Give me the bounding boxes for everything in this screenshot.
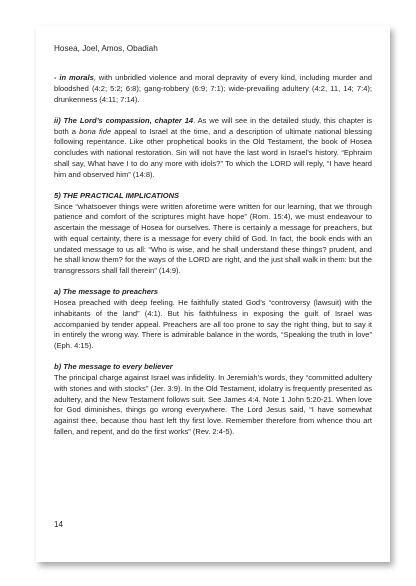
morals-paragraph [54, 73, 372, 105]
compassion-lead: ii) The Lord’s compassion, chapter 14 [54, 115, 194, 125]
running-head: Hosea, Joel, Amos, Obadiah [54, 44, 158, 53]
compassion-text-2: appeal to Israel at the time, and a description of ultimate national blessing following repentance. Like other prophetical books in the Old Testament, the book of Hosea concludes with national restoration. Sin will not have the last word in Israel’s history. “Ephraim shall say, What have I to do any more with idols?” To which the LORD will reply, “I have heard him and observed him” (14:8). [54, 126, 372, 179]
compassion-text-1: . As we will see in the detailed study, this chapter is both a [54, 115, 373, 136]
preachers-section [54, 287, 372, 352]
implications-heading: 5) THE PRACTICAL IMPLICATIONS [54, 190, 180, 200]
believer-heading: b) The message to every believer [54, 362, 173, 372]
implications-section [54, 191, 372, 277]
implications-text: Since “whatsoever things were written aforetime were written for our learning, that we through patience and comfort of the scriptures might have hope” (Rom. 15:4), we must endeavour to ascertain the message of Hosea for ourselves. There is certainly a message for preachers, but with equal certainty, there is a message for every child of God. In fact, the book ends with an undated message to us all: “Who is wise, and he shall understand these things? prudent, and he shall know them? for the ways of the LORD are right, and the just shall walk in them: but the transgressors shall fall therein” (14:9). [54, 201, 372, 275]
morals-lead: - in morals [54, 73, 94, 82]
preachers-heading: a) The message to preachers [54, 287, 159, 297]
compassion-paragraph [54, 116, 372, 181]
page-body [54, 73, 372, 448]
believer-section [54, 362, 372, 437]
page-number: 14 [54, 520, 63, 529]
preachers-text: Hosea preached with deep feeling. He faithfully stated God’s “controversy (lawsuit) with the inhabitants of the land” (4:1). But his faithfulness in exposing the guilt of Israel was accompanied by tender appeal. Preachers are all too prone to say the right thing, but to say it in entirely the wrong way. There is admirable balance in the words, “Speaking the truth in love” (Eph. 4:15). [54, 298, 372, 350]
morals-text: , with unbridled violence and moral depravity of every kind, including murder and bloodshed (4:2; 5:2; 6:8); gang-robbery (6:9; 7:1); wide-prevailing adultery (4:2, 11, 14; 7:4); drunkenness (4:11; 7:14). [54, 73, 372, 104]
book-page [36, 26, 390, 562]
compassion-italic: bona fide [79, 126, 112, 136]
believer-text: The principal charge against Israel was infidelity. In Jeremiah’s words, they “committed adultery with stones and with stocks” (Jer. 3:9). In the Old Testament, idolatry is frequently presented as adultery, and the New Testament follows suit. See James 4:4. Note 1 John 5:20-21. When love for God diminishes, things go wrong everywhere. The Lord Jesus said, “I have somewhat against thee, because thou hast left thy first love. Remember therefore from whence thou art fallen, and repent, and do the first works” (Rev. 2:4-5). [54, 373, 372, 436]
